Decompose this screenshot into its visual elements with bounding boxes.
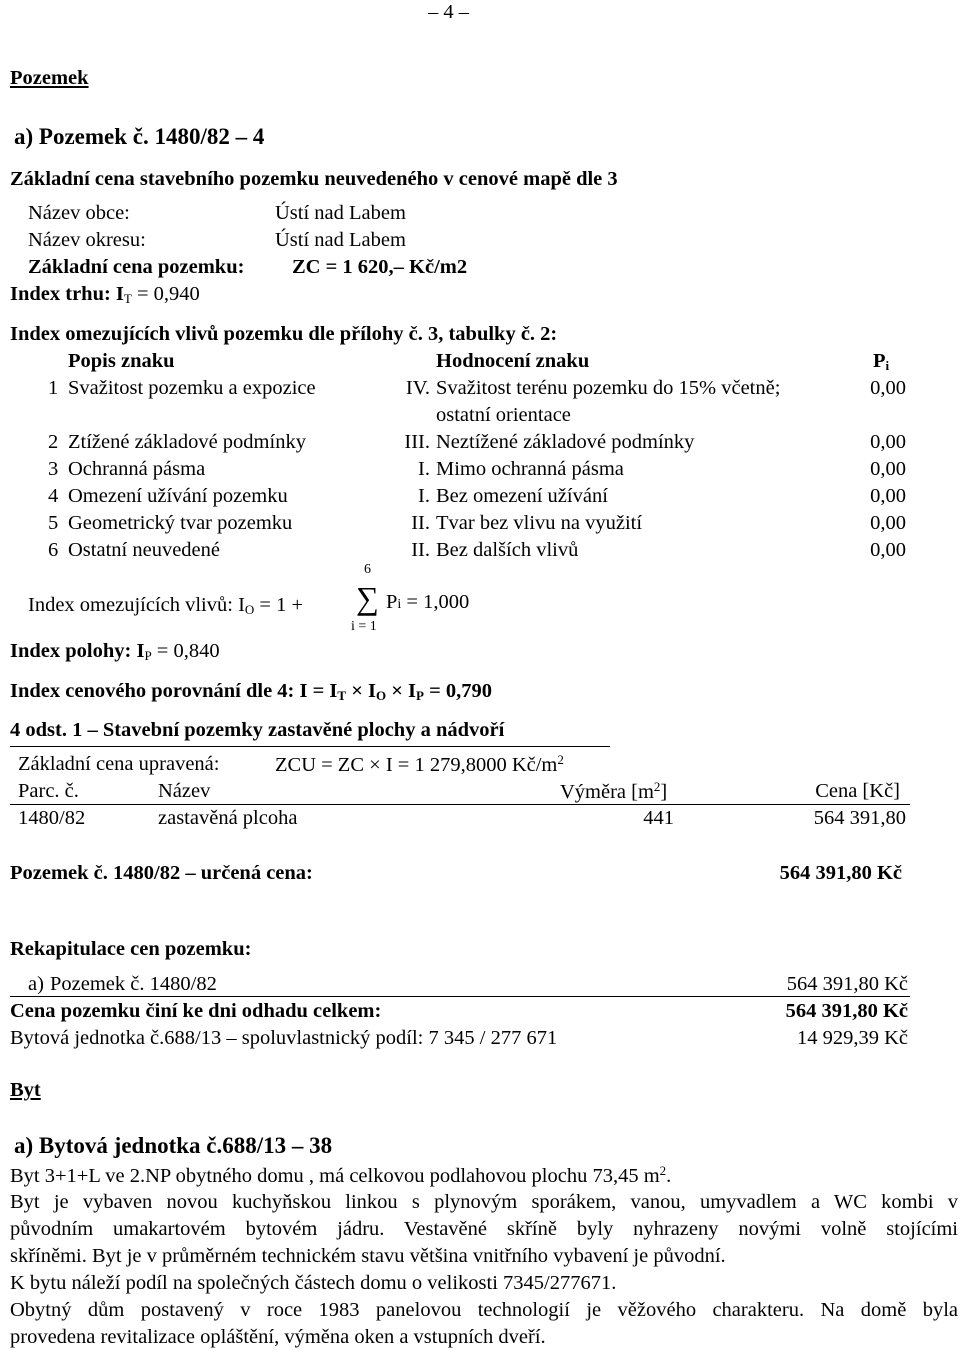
row-2-p: 0,00 (870, 431, 906, 453)
market-index-value: = 0,940 (131, 283, 200, 305)
row-3-hodnoceni: Mimo ochranná pásma (436, 458, 624, 480)
recap-rule (10, 996, 910, 997)
row-3-n: 3 (48, 458, 59, 480)
sum-top: 6 (364, 562, 371, 577)
col-popis: Popis znaku (68, 350, 175, 372)
row-3-p: 0,00 (870, 458, 906, 480)
district-label: Název okresu: (28, 229, 146, 251)
io-p: P (386, 591, 398, 613)
row-5-p: 0,00 (870, 512, 906, 534)
position-index-value: = 0,840 (151, 640, 220, 662)
adjusted-price-value (275, 752, 564, 778)
parcel-col-parc: Parc. č. (18, 780, 79, 802)
recap-total-label: Cena pozemku činí ke dni odhadu celkem: (10, 1000, 382, 1022)
recap-share-label: Bytová jednotka č.688/13 – spoluvlastnický podíl: 7 345 / 277 671 (10, 1027, 558, 1049)
byt-p1-sup: 2 (659, 1163, 667, 1178)
byt-paragraph-2-line-3: skříněmi. Byt je v průměrném technickém stavu většina vnitřního vybavení je původní. (10, 1245, 726, 1267)
io-formula (28, 593, 303, 618)
recap-total-value: 564 391,80 Kč (785, 1000, 908, 1022)
restrict-title: Index omezujících vlivů pozemku dle přílohy č. 3, tabulky č. 2: (10, 323, 558, 345)
col-p-sub: i (885, 358, 890, 373)
row-6-popis: Ostatní neuvedené (68, 539, 220, 561)
determined-price-value: 564 391,80 Kč (779, 862, 902, 884)
base-price-label: Základní cena pozemku: (28, 256, 245, 278)
row-4-hodnoceni: Bez omezení užívání (436, 485, 608, 507)
byt-p1-text: Byt 3+1+L ve 2.NP obytného domu , má celkovou podlahovou plochu 73,45 m (10, 1165, 660, 1187)
adjusted-price-label: Základní cena upravená: (18, 753, 220, 775)
row-1-popis: Svažitost pozemku a expozice (68, 377, 316, 399)
municipality-value: Ústí nad Labem (275, 202, 406, 224)
recap-item-value: 564 391,80 Kč (786, 973, 908, 995)
row-2-hodnoceni: Neztížené základové podmínky (436, 431, 695, 453)
page-number: – 4 – (428, 1, 469, 23)
row-1-code: IV. (405, 377, 430, 399)
row-6-p: 0,00 (870, 539, 906, 561)
market-index-label: Index trhu: I (10, 283, 124, 305)
parcel-col-vymera-sup: 2 (653, 779, 661, 794)
recap-item-label: a) (28, 973, 44, 995)
parcel-row-vymera: 441 (643, 807, 674, 829)
row-1-n: 1 (48, 377, 59, 399)
byt-paragraph-2-line-2: původním umakartovém bytovém jádru. Vestavěné skříně byly nyhrazeny novými volně stojícími (10, 1218, 958, 1240)
col-p (873, 349, 889, 374)
price-compare-o: O (375, 688, 387, 703)
market-index (10, 282, 200, 307)
row-5-code: II. (411, 512, 430, 534)
price-compare-text: Index cenového porovnání dle 4: I = I (10, 680, 338, 702)
price-compare-t: T (337, 688, 347, 703)
district-value: Ústí nad Labem (275, 229, 406, 251)
determined-price-label: Pozemek č. 1480/82 – určená cena: (10, 862, 313, 884)
parcel-row-parc: 1480/82 (18, 807, 86, 829)
adjusted-price-text: ZCU = ZC × I = 1 279,8000 Kč/m (275, 754, 558, 776)
market-index-sub: T (123, 291, 132, 306)
byt-paragraph-3: K bytu náleží podíl na společných částech domu o velikosti 7345/277671. (10, 1272, 617, 1294)
row-1-p: 0,00 (870, 377, 906, 399)
col-p-label: P (873, 350, 886, 372)
price-compare-p: P (416, 688, 424, 703)
parcel-col-vymera-end: ] (660, 781, 668, 803)
byt-paragraph-1 (10, 1163, 671, 1189)
sum-bottom: i = 1 (351, 619, 377, 634)
adjusted-price-sup: 2 (557, 752, 564, 767)
row-5-hodnoceni: Tvar bez vlivu na využití (436, 512, 643, 534)
io-p-result (386, 590, 469, 615)
subheading-byt: a) Bytová jednotka č.688/13 – 38 (14, 1133, 333, 1158)
row-3-popis: Ochranná pásma (68, 458, 206, 480)
recap-title: Rekapitulace cen pozemku: (10, 938, 252, 960)
parcel-table-rule (10, 804, 910, 805)
section-heading-byt: Byt (10, 1079, 41, 1101)
io-result: = 1,000 (401, 591, 470, 613)
parcel-col-nazev: Název (158, 780, 211, 802)
row-6-n: 6 (48, 539, 59, 561)
municipality-label: Název obce: (28, 202, 130, 224)
subheading-pozemek: a) Pozemek č. 1480/82 – 4 (14, 124, 265, 149)
row-5-popis: Geometrický tvar pozemku (68, 512, 293, 534)
byt-p1-end: . (666, 1165, 672, 1187)
row-1-hodnoceni-2: ostatní orientace (436, 404, 571, 426)
sum-sign-icon: ∑ (356, 580, 379, 616)
byt-paragraph-4-line-1: Obytný dům postavený v roce 1983 panelovou technologií je věžového charakteru. Na domě byla (10, 1299, 958, 1321)
position-index (10, 639, 220, 664)
row-3-code: I. (418, 458, 430, 480)
row-1-hodnoceni: Svažitost terénu pozemku do 15% včetně; (436, 377, 781, 399)
byt-paragraph-2-line-1: Byt je vybaven novou kuchyňskou linkou s plynovým sporákem, vanou, umyvadlem a WC kombi v (10, 1191, 958, 1213)
row-6-hodnoceni: Bez dalších vlivů (436, 539, 579, 561)
recap-share-value: 14 929,39 Kč (796, 1027, 908, 1049)
io-p-sub: i (397, 597, 402, 612)
row-4-n: 4 (48, 485, 59, 507)
row-4-p: 0,00 (870, 485, 906, 507)
section-4-heading: 4 odst. 1 – Stavební pozemky zastavěné plochy a nádvoří (10, 719, 505, 741)
section-heading-pozemek: Pozemek (10, 67, 89, 89)
io-label: Index omezujících vlivů: I (28, 594, 245, 616)
byt-paragraph-4-line-2: provedena revitalizace opláštění, výměna oken a vstupních dveří. (10, 1326, 546, 1348)
price-compare-result: = 0,790 (423, 680, 493, 702)
row-5-n: 5 (48, 512, 59, 534)
parcel-col-cena: Cena [Kč] (815, 780, 900, 802)
parcel-col-vymera-text: Výměra [m (560, 781, 654, 803)
row-4-code: I. (418, 485, 430, 507)
parcel-col-vymera (560, 779, 667, 805)
row-2-code: III. (404, 431, 430, 453)
position-index-label: Index polohy: I (10, 640, 145, 662)
io-sub: O (244, 602, 255, 617)
row-6-code: II. (411, 539, 430, 561)
recap-item-text: Pozemek č. 1480/82 (50, 973, 217, 995)
price-compare: Index cenového porovnání dle 4: $I = I_T \times I_O \times I_P = 0,790$ (10, 680, 493, 703)
basic-price-title: Základní cena stavebního pozemku neuvedeného v cenové mapě dle 3 (10, 168, 618, 190)
row-2-popis: Ztížené základové podmínky (68, 431, 306, 453)
parcel-row-nazev: zastavěná plcoha (158, 807, 298, 829)
position-index-sub: P (144, 648, 152, 663)
io-eq: = 1 + (254, 594, 304, 616)
base-price-value: ZC = 1 620,– Kč/m2 (292, 256, 468, 278)
row-4-popis: Omezení užívání pozemku (68, 485, 288, 507)
row-2-n: 2 (48, 431, 59, 453)
col-hodnoceni: Hodnocení znaku (436, 350, 590, 372)
section-4-rule (10, 746, 610, 747)
parcel-row-cena: 564 391,80 (813, 807, 906, 829)
